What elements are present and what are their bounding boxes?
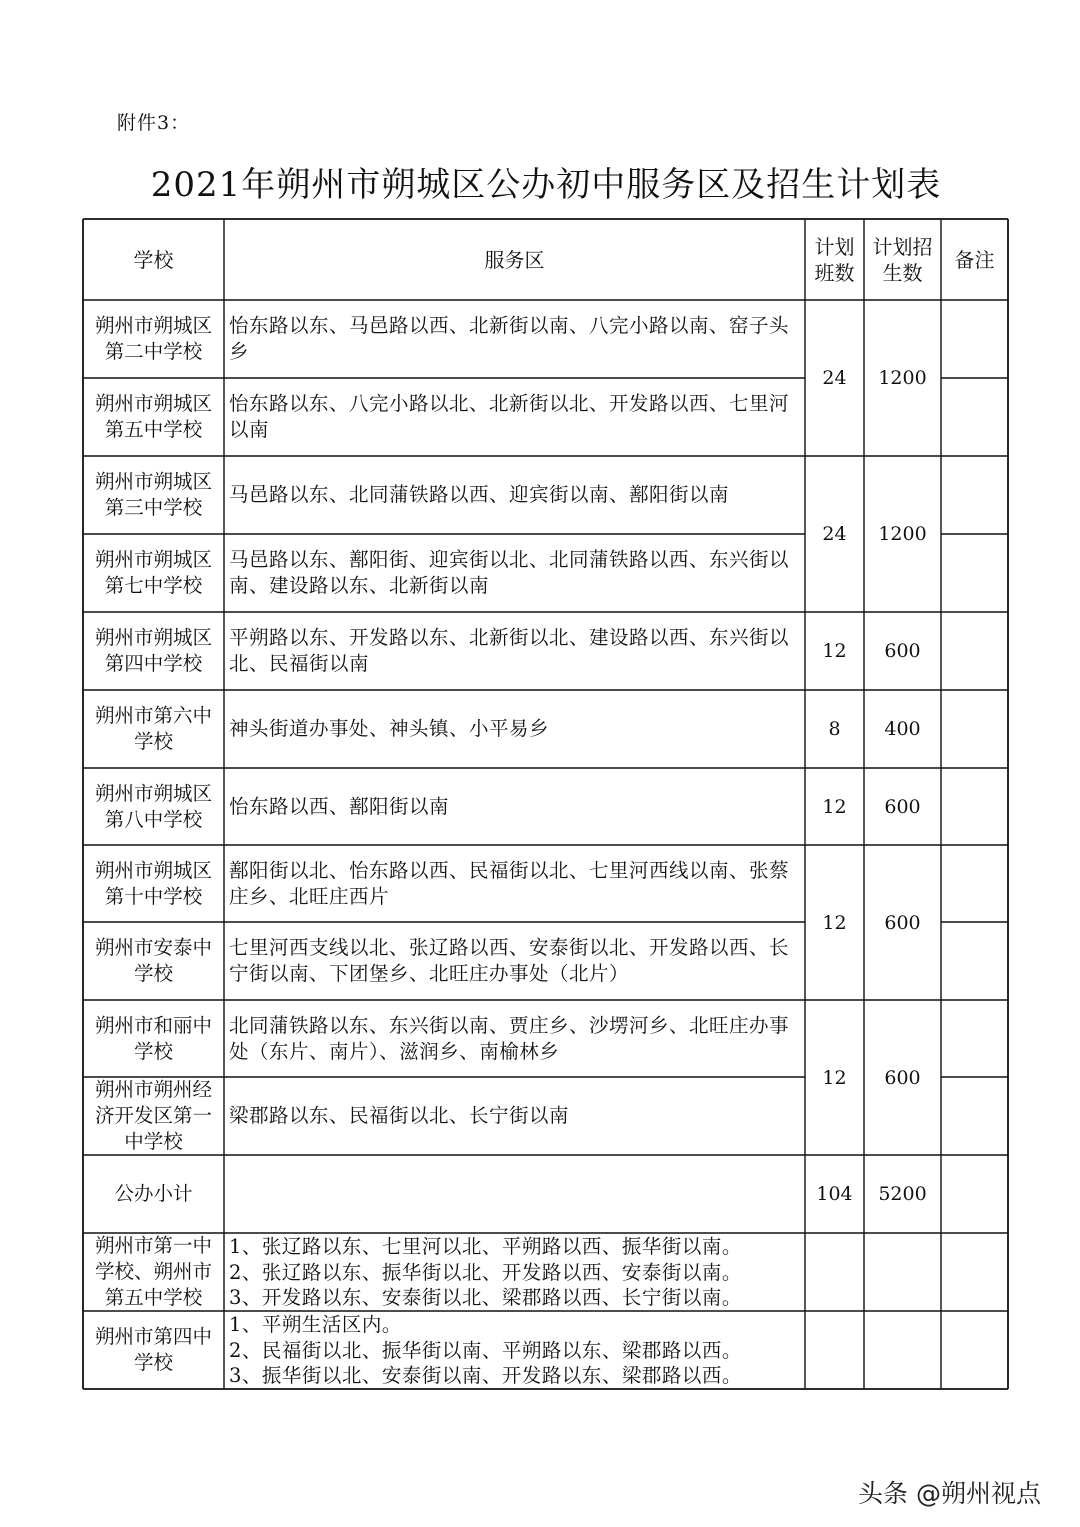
remarks-cell xyxy=(941,922,1008,1000)
plan-classes: 24 xyxy=(822,523,847,545)
service-area-item: 1、平朔生活区内。 xyxy=(229,1313,402,1336)
school-name: 朔州市第四中学校 xyxy=(94,1325,212,1374)
plan-students: 600 xyxy=(884,640,921,662)
plan-students: 1200 xyxy=(878,523,927,545)
school-name: 朔州市第一中学校、朔州市第五中学校 xyxy=(94,1234,212,1309)
service-area-item: 1、张辽路以东、七里河以北、平朔路以西、振华街以南。 xyxy=(229,1235,742,1258)
header-service-area: 服务区 xyxy=(484,247,545,272)
service-area: 平朔路以东、开发路以东、北新街以北、建设路以西、东兴街以北、民福街以南 xyxy=(229,626,790,675)
plan-students: 600 xyxy=(884,795,921,818)
plan-classes: 12 xyxy=(822,1066,847,1089)
remarks-cell xyxy=(941,378,1008,456)
remarks-cell xyxy=(941,845,1008,922)
school-name: 朔州市安泰中学校 xyxy=(94,936,212,985)
header-plan-classes: 计划班数 xyxy=(814,234,855,285)
subtotal-classes: 104 xyxy=(816,1183,853,1205)
plan-classes: 12 xyxy=(822,640,847,662)
school-name: 朔州市第六中学校 xyxy=(94,704,212,753)
service-area-list xyxy=(224,1233,805,1311)
service-area: 马邑路以东、鄯阳街、迎宾街以北、北同蒲铁路以西、东兴街以南、建设路以东、北新街以南 xyxy=(229,548,790,597)
service-area: 神头街道办事处、神头镇、小平易乡 xyxy=(229,717,550,740)
plan-classes: 12 xyxy=(822,795,847,818)
remarks-cell xyxy=(941,1077,1008,1155)
plan-classes: 24 xyxy=(822,367,847,389)
plan-students: 400 xyxy=(884,718,921,740)
service-area: 怡东路以西、鄯阳街以南 xyxy=(229,794,450,818)
service-area: 北同蒲铁路以东、东兴街以南、贾庄乡、沙塄河乡、北旺庄办事处（东片、南片）、滋润乡、南榆林乡 xyxy=(229,1013,790,1063)
service-area: 怡东路以东、八完小路以北、北新街以北、开发路以西、七里河以南 xyxy=(229,392,790,441)
service-area-item: 2、张辽路以东、振华街以北、开发路以西、安泰街以南。 xyxy=(229,1260,742,1284)
subtotal-students: 5200 xyxy=(878,1183,927,1205)
service-area-item: 3、开发路以东、安泰街以北、梁郡路以西、长宁街以南。 xyxy=(229,1286,742,1309)
remarks-cell xyxy=(941,612,1008,690)
school-name: 朔州市朔州经济开发区第一中学校 xyxy=(94,1078,212,1153)
remarks-cell xyxy=(941,300,1008,378)
service-area-item: 2、民福街以北、振华街以南、平朔路以东、梁郡路以西。 xyxy=(229,1338,742,1362)
school-name: 朔州市朔城区第四中学校 xyxy=(94,626,212,675)
header-remarks: 备注 xyxy=(954,247,995,272)
attachment-label: 附件3： xyxy=(117,112,191,134)
school-name: 朔州市朔城区第五中学校 xyxy=(94,392,212,441)
plan-classes: 12 xyxy=(822,911,847,934)
remarks-cell xyxy=(941,1000,1008,1077)
service-area: 七里河西支线以北、张辽路以西、安泰街以北、开发路以西、长宁街以南、下团堡乡、北旺庄办事处（北片） xyxy=(229,936,790,985)
remarks-cell xyxy=(941,690,1008,768)
service-area: 梁郡路以东、民福街以北、长宁街以南 xyxy=(229,1104,570,1127)
subtotal-label: 公办小计 xyxy=(114,1182,193,1205)
service-area: 怡东路以东、马邑路以西、北新街以南、八完小路以南、窑子头乡 xyxy=(229,314,790,363)
service-area-list xyxy=(224,1311,805,1389)
school-name: 朔州市朔城区第八中学校 xyxy=(94,781,212,831)
plan-classes: 8 xyxy=(828,718,841,740)
remarks-cell xyxy=(941,768,1008,845)
service-area: 鄯阳街以北、怡东路以西、民福街以北、七里河西线以南、张蔡庄乡、北旺庄西片 xyxy=(229,858,790,908)
remarks-cell xyxy=(941,534,1008,612)
school-name: 朔州市朔城区第七中学校 xyxy=(94,548,212,597)
school-name: 朔州市朔城区第三中学校 xyxy=(94,470,212,519)
service-area-item: 3、振华街以北、安泰街以南、开发路以东、梁郡路以西。 xyxy=(229,1364,742,1387)
page-title: 2021年朔州市朔城区公办初中服务区及招生计划表 xyxy=(150,165,942,205)
plan-students: 600 xyxy=(884,911,921,934)
school-name: 朔州市朔城区第十中学校 xyxy=(94,858,212,908)
watermark: 头条 @朔州视点 xyxy=(858,1479,1041,1508)
remarks-cell xyxy=(941,456,1008,534)
school-name: 朔州市朔城区第二中学校 xyxy=(94,314,212,363)
plan-students: 600 xyxy=(884,1066,921,1089)
header-school: 学校 xyxy=(133,247,174,272)
plan-students: 1200 xyxy=(878,367,927,389)
header-plan-students: 计划招生数 xyxy=(872,234,933,285)
school-name: 朔州市和丽中学校 xyxy=(94,1013,212,1063)
service-area: 马邑路以东、北同蒲铁路以西、迎宾街以南、鄯阳街以南 xyxy=(229,483,730,506)
